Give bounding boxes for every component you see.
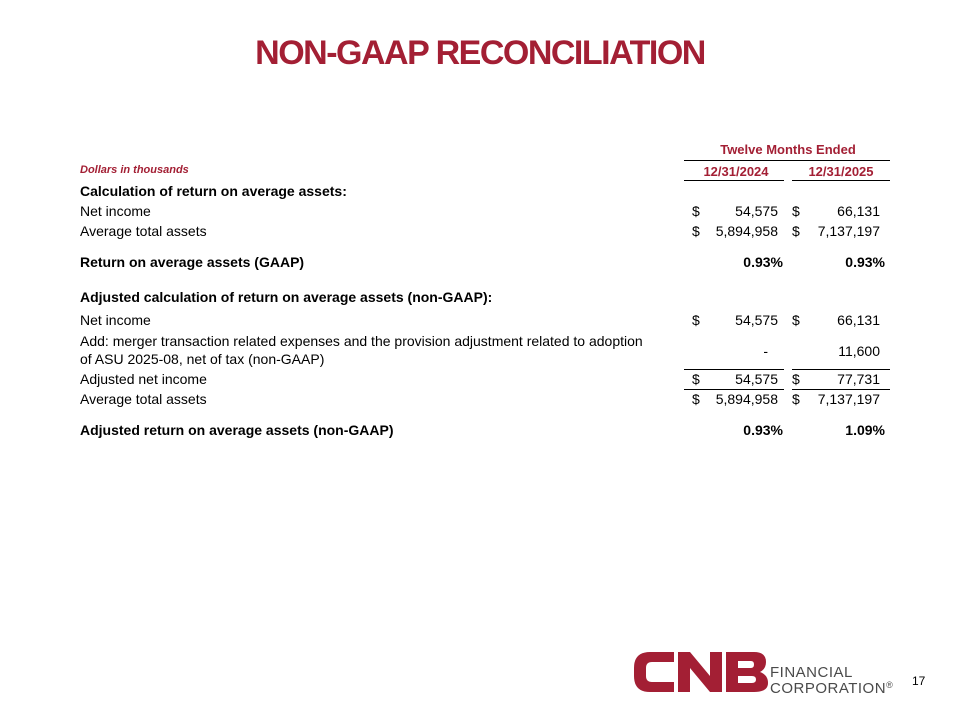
currency-symbol: $ bbox=[792, 371, 800, 387]
total-line-2 bbox=[792, 389, 890, 390]
currency-symbol: $ bbox=[692, 223, 700, 239]
value-2025: 66,131 bbox=[837, 312, 880, 328]
row-label: Return on average assets (GAAP) bbox=[80, 254, 305, 270]
value-2024: 5,894,958 bbox=[715, 391, 778, 407]
row-label-continued: of ASU 2025-08, net of tax (non-GAAP) bbox=[80, 351, 325, 367]
table-row bbox=[80, 312, 890, 332]
page-number: 17 bbox=[912, 674, 926, 688]
row-label: Adjusted calculation of return on average assets (non-GAAP): bbox=[80, 289, 493, 305]
value-2024: 54,575 bbox=[735, 312, 778, 328]
row-label: Net income bbox=[80, 312, 151, 328]
table-row bbox=[80, 391, 890, 411]
logo-line-2-text: CORPORATION bbox=[770, 680, 887, 697]
table-row bbox=[80, 223, 890, 243]
registered-mark: ® bbox=[886, 680, 894, 690]
currency-symbol: $ bbox=[792, 312, 800, 328]
page-title: NON-GAAP RECONCILIATION bbox=[255, 34, 705, 72]
row-label: Adjusted return on average assets (non-GAAP) bbox=[80, 422, 394, 438]
value-2025: 11,600 bbox=[838, 343, 880, 359]
cnb-logo-mark bbox=[630, 644, 770, 700]
logo-line-1: FINANCIAL bbox=[770, 664, 853, 681]
units-label: Dollars in thousands bbox=[80, 164, 189, 176]
currency-symbol: $ bbox=[792, 391, 800, 407]
row-label: Add: merger transaction related expenses and the provision adjustment related to adoption bbox=[80, 333, 643, 349]
table-row bbox=[80, 371, 890, 391]
value-2025: 0.93% bbox=[845, 254, 885, 270]
row-label: Average total assets bbox=[80, 223, 207, 239]
value-2025: 66,131 bbox=[837, 203, 880, 219]
value-2024: 0.93% bbox=[743, 254, 783, 270]
currency-symbol: $ bbox=[792, 223, 800, 239]
total-line-1 bbox=[684, 389, 784, 390]
value-2024: 54,575 bbox=[735, 371, 778, 387]
period-header: Twelve Months Ended bbox=[720, 142, 856, 157]
column-header-underline-1 bbox=[684, 180, 784, 181]
table-row bbox=[80, 183, 890, 203]
header-divider bbox=[684, 160, 890, 161]
table-row bbox=[80, 333, 890, 371]
currency-symbol: $ bbox=[692, 391, 700, 407]
table-row bbox=[80, 422, 890, 442]
value-2025: 77,731 bbox=[837, 371, 880, 387]
value-2024: - bbox=[763, 343, 768, 359]
row-label: Average total assets bbox=[80, 391, 207, 407]
subtotal-line-2 bbox=[792, 369, 890, 370]
table-row bbox=[80, 203, 890, 223]
column-header-underline-2 bbox=[792, 180, 890, 181]
value-2025: 7,137,197 bbox=[817, 391, 880, 407]
row-label: Adjusted net income bbox=[80, 371, 207, 387]
logo-line-2 bbox=[770, 680, 893, 697]
table-row bbox=[80, 254, 890, 274]
column-header-2024: 12/31/2024 bbox=[703, 164, 769, 179]
row-label: Net income bbox=[80, 203, 151, 219]
value-2025: 7,137,197 bbox=[817, 223, 880, 239]
value-2024: 0.93% bbox=[743, 422, 783, 438]
value-2025: 1.09% bbox=[845, 422, 885, 438]
value-2024: 54,575 bbox=[735, 203, 778, 219]
currency-symbol: $ bbox=[792, 203, 800, 219]
currency-symbol: $ bbox=[692, 312, 700, 328]
subtotal-line-1 bbox=[684, 369, 784, 370]
table-row bbox=[80, 289, 890, 309]
currency-symbol: $ bbox=[692, 203, 700, 219]
value-2024: 5,894,958 bbox=[715, 223, 778, 239]
currency-symbol: $ bbox=[692, 371, 700, 387]
company-logo bbox=[630, 644, 892, 700]
row-label: Calculation of return on average assets: bbox=[80, 183, 347, 199]
column-header-2025: 12/31/2025 bbox=[808, 164, 874, 179]
